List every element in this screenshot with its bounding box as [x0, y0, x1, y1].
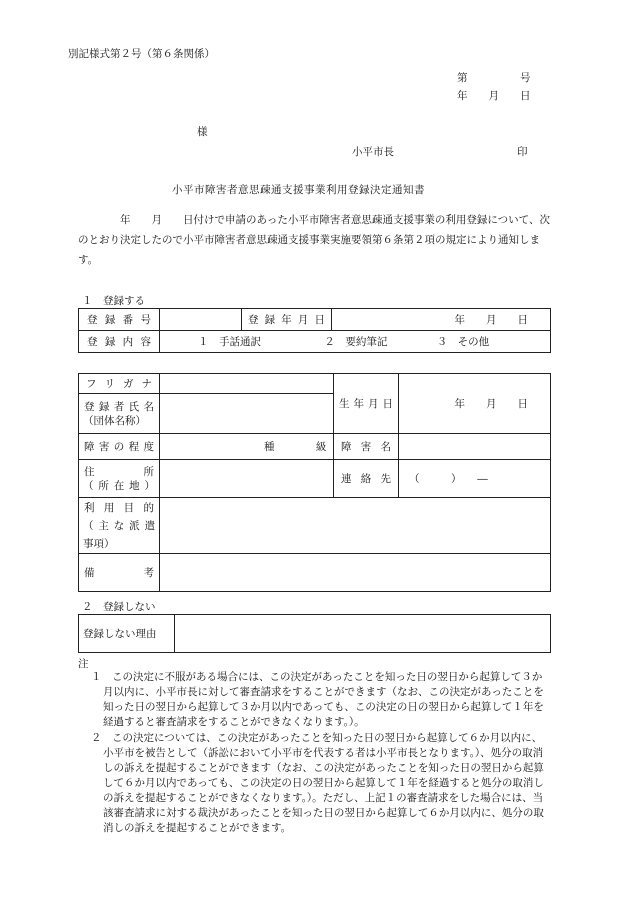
note-item: ２ この決定については、この決定があったことを知った日の翌日から起算して６か月以内に、小平市を被告として（訴訟において小平市を代表する者は小平市長となります。）、処分の取消しの訴えを提起することができます（なお、この決定があったことを知った日の翌日から起算して６か月以内であっても、この決定の日の翌日から起算して１年を経過すると処分の取消しの訴えを提起することができなくなります。）。ただし、上記１の審査請求をした場合には、当該審査請求に対する裁決があったことを知った日の翌日から起算して６か月以内に、処分の取消しの訴えを提起することができます。: [91, 732, 544, 834]
sender-name: 小平市長: [352, 146, 394, 158]
purpose-value[interactable]: [160, 498, 551, 554]
reg-date-value[interactable]: 年 月 日: [332, 309, 551, 331]
reg-date-label: 登 録 年 月 日: [242, 309, 332, 331]
address-value[interactable]: [160, 460, 334, 498]
note-item: １ この決定に不服がある場合には、この決定があったことを知った日の翌日から起算して３か月以内に、小平市長に対して審査請求をすることができます（なお、この決定があったことを知った日の翌日から起算して３か月以内であっても、この決定の日の翌日から起算して１年を経過すると審査請求をすることができなくなります。）。: [91, 671, 544, 728]
not-register-reason-label: 登録しない理由: [79, 615, 175, 653]
contact-label: 連 絡 先: [334, 460, 399, 498]
form-label: 別記様式第２号（第６条関係）: [68, 48, 215, 60]
reg-number-label: 登 録 番 号: [79, 309, 160, 331]
option-summary-writing[interactable]: ２ 要約筆記: [324, 335, 388, 348]
addressee-suffix: 様: [197, 126, 208, 138]
option-sign-language[interactable]: １ 手話通訳: [198, 335, 261, 348]
registrant-name-value[interactable]: [160, 394, 334, 434]
notes-heading: 注: [78, 658, 89, 670]
registration-table: [78, 308, 551, 353]
disability-degree-value[interactable]: [160, 434, 334, 460]
registrant-name-label: 登 録 者 氏 名 （団体名称）: [79, 394, 160, 434]
remarks-value[interactable]: [160, 554, 551, 592]
disability-name-label: 障 害 名: [334, 434, 399, 460]
seal-mark: 印: [517, 146, 528, 158]
reg-content-options[interactable]: [160, 331, 551, 353]
birth-date-label: 生 年 月 日: [334, 374, 399, 434]
contact-value[interactable]: （ ） ―: [399, 460, 551, 498]
remarks-label: 備 考: [79, 554, 160, 592]
section-not-register-heading: ２ 登録しない: [82, 601, 156, 613]
section-register-heading: １ 登録する: [82, 295, 145, 307]
address-label: 住 所 （ 所 在 地 ）: [79, 460, 160, 498]
notice-date: 年 月 日: [457, 90, 531, 102]
disability-degree-label: 障 害 の 程 度: [79, 434, 160, 460]
reg-content-label: 登 録 内 容: [79, 331, 160, 353]
furigana-value[interactable]: [160, 374, 334, 394]
purpose-label: 利 用 目 的 （ 主 な 派 遣 事項）: [79, 498, 160, 554]
birth-date-value[interactable]: 年 月 日: [399, 374, 551, 434]
not-register-reason-value[interactable]: [175, 615, 551, 653]
notice-number: 第 号: [457, 72, 531, 84]
document-title: 小平市障害者意思疎通支援事業利用登録決定通知書: [172, 184, 425, 196]
option-other[interactable]: ３ その他: [436, 335, 490, 348]
furigana-label: フ リ ガ ナ: [79, 374, 160, 394]
grade-level-label: 級: [315, 440, 327, 453]
reg-number-value[interactable]: [160, 309, 242, 331]
intro-paragraph: 年 月 日付けで申請のあった小平市障害者意思疎通支援事業の利用登録について、次のとおり決定したので小平市障害者意思疎通支援事業実施要領第６条第２項の規定により通知します。: [78, 214, 550, 266]
disability-name-value[interactable]: [399, 434, 551, 460]
not-register-table: [78, 614, 551, 653]
registrant-table: [78, 373, 551, 592]
grade-kind-label: 種: [264, 440, 275, 453]
